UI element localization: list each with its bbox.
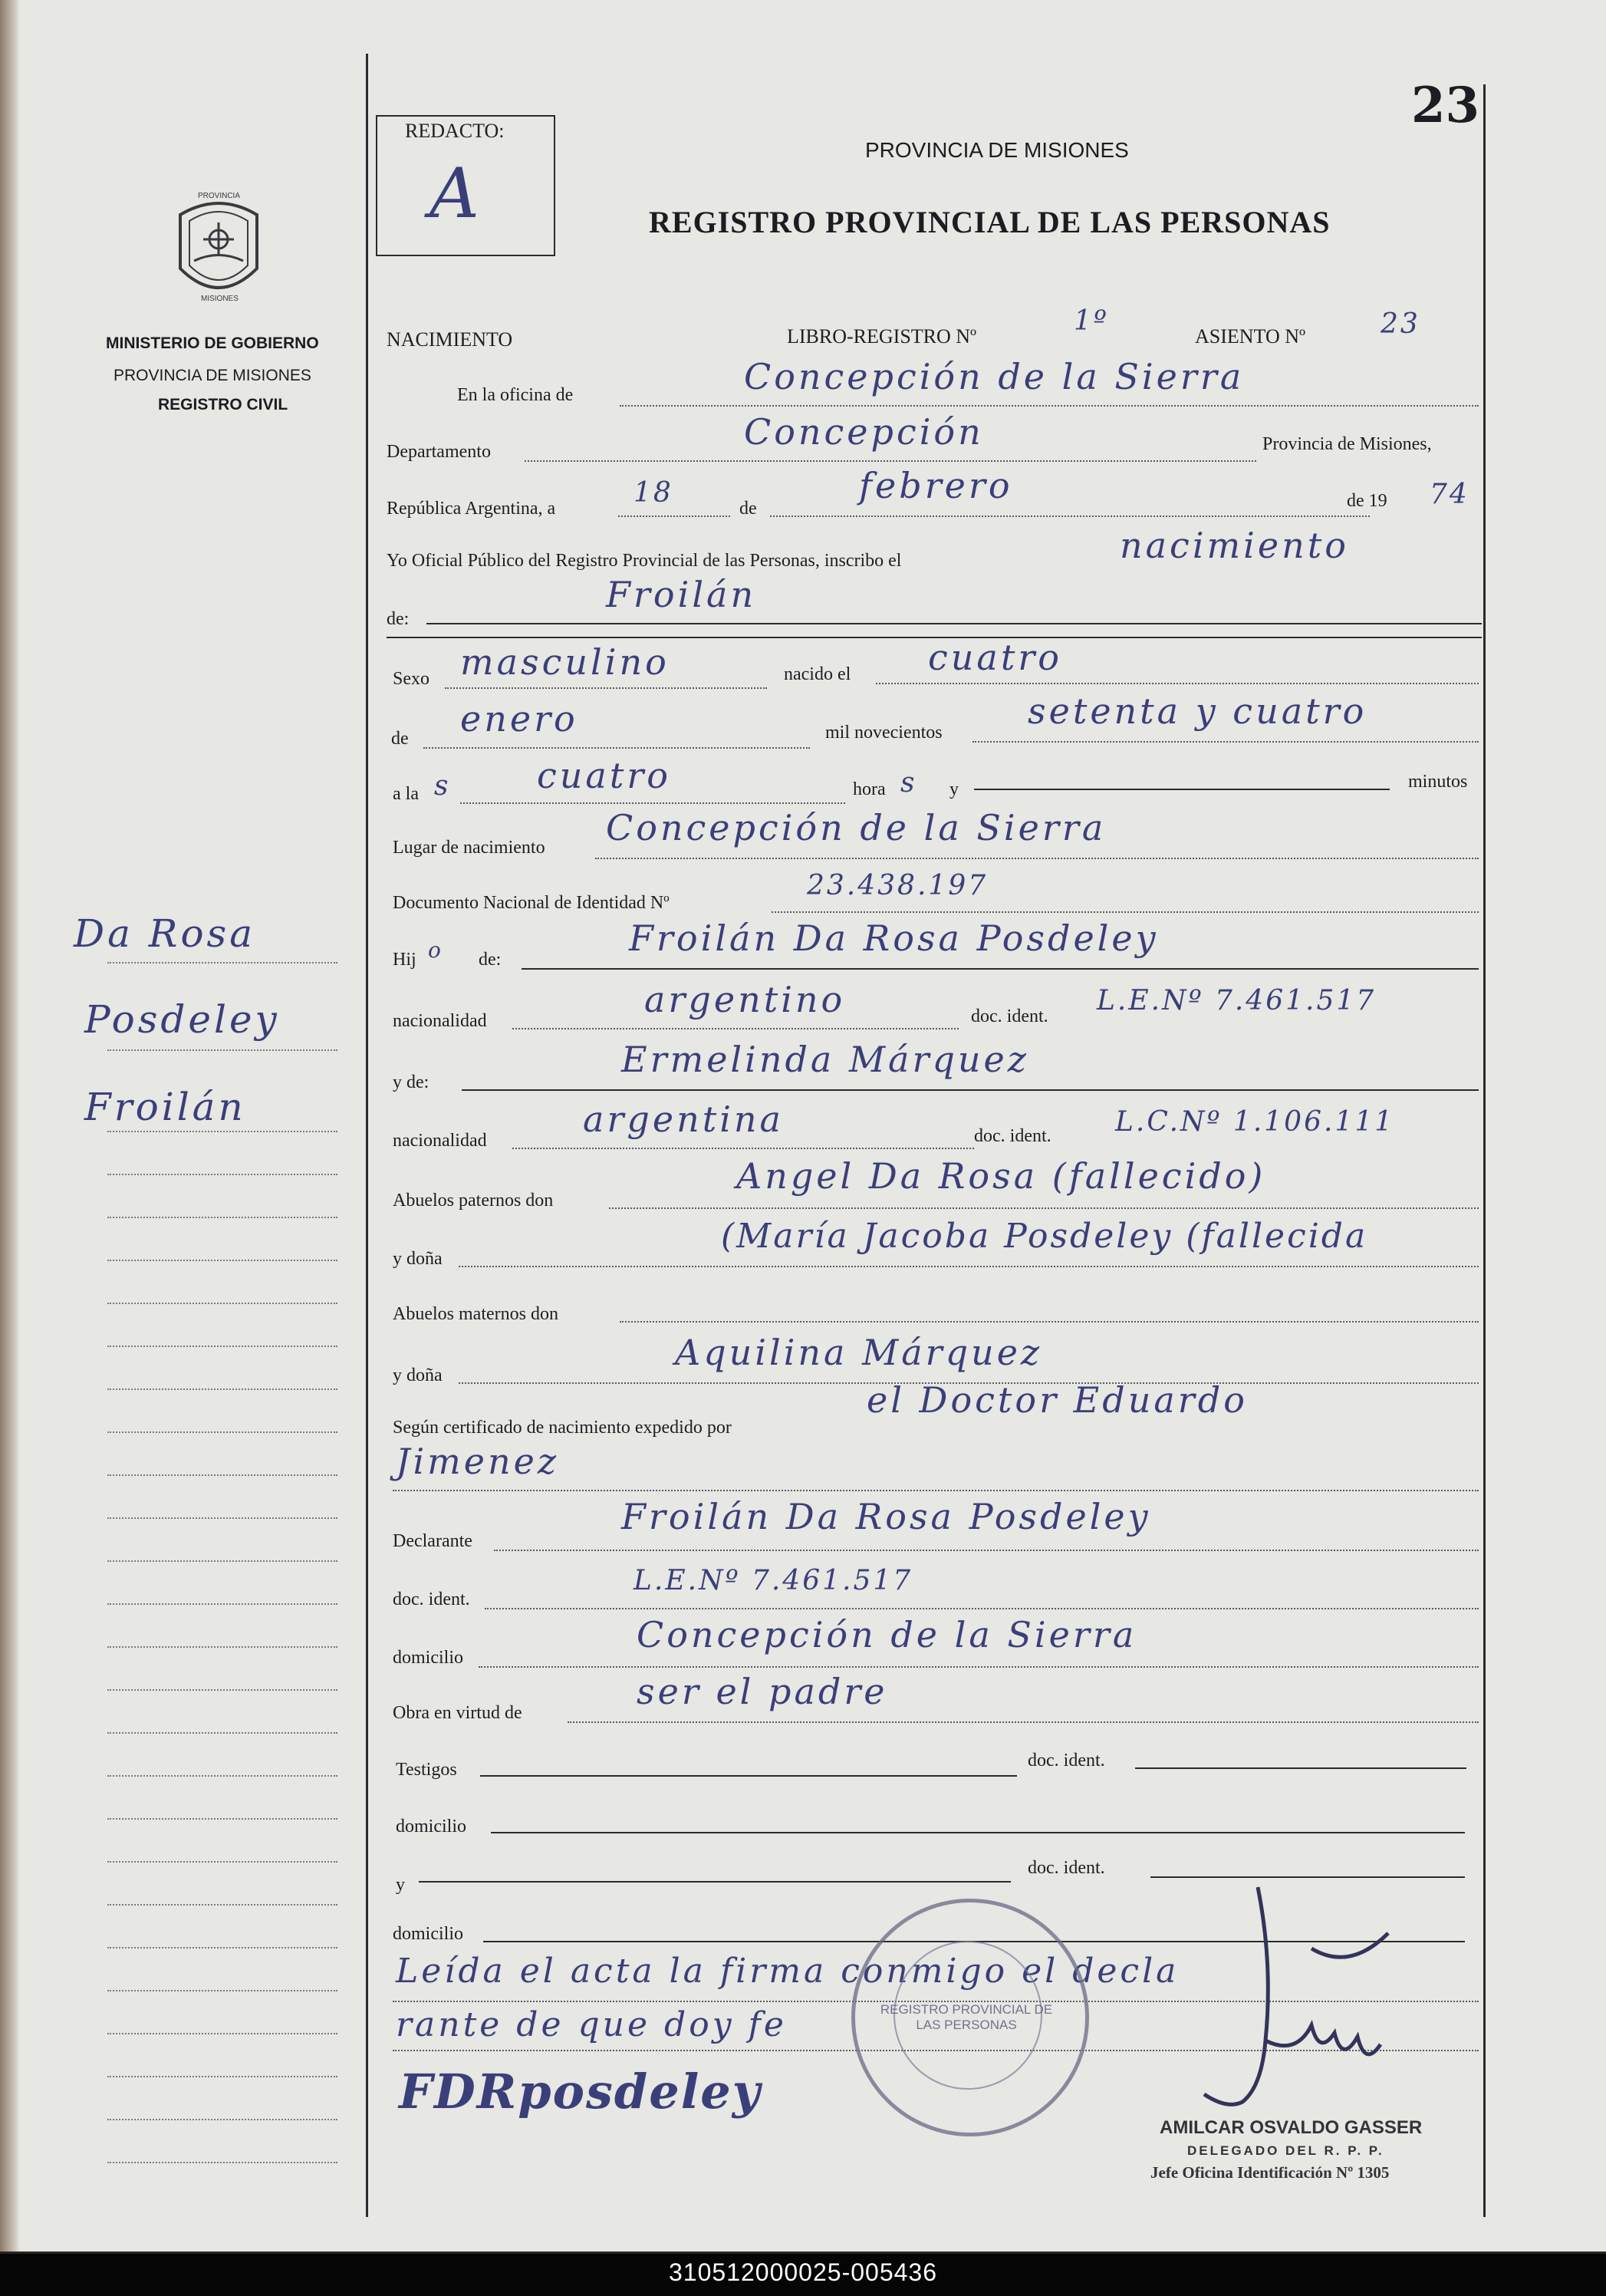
sidebar-province: PROVINCIA DE MISIONES: [114, 367, 311, 384]
libro-value: 1º: [1074, 305, 1109, 337]
madre-line: [462, 1089, 1479, 1091]
margin-rule: [107, 1646, 337, 1648]
margin-rule: [107, 1818, 337, 1820]
margin-rule: [107, 962, 337, 964]
anio-value: 74: [1430, 479, 1469, 510]
certificado-line-2: [393, 1490, 1479, 1491]
sexo-label: Sexo: [393, 669, 429, 689]
domicilio-line: [479, 1666, 1479, 1668]
round-stamp-text: REGISTRO PROVINCIAL DE LAS PERSONAS: [880, 2002, 1053, 2032]
nombre-value: Froilán: [606, 574, 757, 615]
sidebar-ministry: MINISTERIO DE GOBIERNO: [106, 334, 319, 352]
padre-line: [522, 968, 1479, 970]
oficial-value: nacimiento: [1120, 525, 1349, 566]
sexo-value: masculino: [460, 641, 670, 683]
margin-rule: [107, 1560, 337, 1562]
abuela-pat-value: (María Jacoba Posdeley (fallecida: [721, 1217, 1368, 1256]
certificado-value-2: Jimenez: [396, 1441, 560, 1482]
seal-top-text: PROVINCIA: [198, 192, 241, 200]
y-label: y: [949, 779, 959, 799]
domicilio-label: domicilio: [393, 1648, 463, 1668]
hora-value: cuatro: [537, 755, 671, 796]
declarante-line: [494, 1550, 1479, 1551]
margin-rule: [107, 1904, 337, 1906]
dia-value: 18: [634, 477, 673, 509]
doc-decl-value: L.E.Nº 7.461.517: [634, 1565, 913, 1596]
certificado-value: el Doctor Eduardo: [867, 1379, 1248, 1421]
doc-padre-label: doc. ident.: [971, 1006, 1048, 1026]
doc3-label: doc. ident.: [1028, 1858, 1105, 1878]
margin-rule: [107, 1775, 337, 1777]
margin-rule: [107, 1049, 337, 1051]
margin-rule: [107, 1861, 337, 1863]
horas-suffix: s: [900, 767, 917, 799]
nombre-de-label: de:: [387, 609, 410, 629]
sidebar-civil: REGISTRO CIVIL: [158, 396, 288, 413]
nacido-line: [876, 683, 1479, 684]
nac-madre-label: nacionalidad: [393, 1131, 487, 1151]
domicilio-value: Concepción de la Sierra: [637, 1614, 1137, 1655]
nac-madre-line: [512, 1148, 974, 1149]
official-signature: [1158, 1872, 1434, 2125]
margin-rule: [107, 1388, 337, 1390]
lugar-value: Concepción de la Sierra: [606, 807, 1107, 848]
nacido-label: nacido el: [784, 664, 851, 684]
anio-nac-line: [972, 741, 1479, 743]
margin-name-1: Da Rosa: [74, 911, 256, 956]
mes-value: febrero: [859, 465, 1013, 506]
lugar-label: Lugar de nacimiento: [393, 838, 545, 858]
nombre-line: [426, 623, 1482, 624]
republica-label: República Argentina, a: [387, 499, 556, 519]
abuelos-pat-label: Abuelos paternos don: [393, 1191, 554, 1211]
hora-line: [460, 802, 845, 804]
margin-rule: [107, 1474, 337, 1476]
hij-suffix: o: [428, 937, 443, 963]
margin-rule: [107, 2033, 337, 2034]
domicilio2-label: domicilio: [396, 1817, 466, 1836]
doc-decl-line: [485, 1608, 1479, 1609]
declarante-label: Declarante: [393, 1531, 472, 1551]
dni-label: Documento Nacional de Identidad Nº: [393, 893, 670, 913]
margin-name-2: Posdeley: [84, 997, 280, 1042]
nacido-value: cuatro: [928, 637, 1062, 678]
anio-nac-value: setenta y cuatro: [1028, 690, 1367, 732]
doc-decl-label: doc. ident.: [393, 1589, 470, 1609]
margin-rule: [107, 1603, 337, 1605]
margin-rule: [107, 1517, 337, 1519]
oficina-line: [620, 405, 1479, 407]
domicilio2-line: [491, 1832, 1465, 1833]
oficina-value: Concepción de la Sierra: [744, 356, 1245, 397]
dia-line: [618, 516, 730, 517]
certificado-label: Según certificado de nacimiento expedido por: [393, 1418, 732, 1438]
margin-rule: [107, 1260, 337, 1261]
margin-rule: [107, 1303, 337, 1304]
abuelo-pat-line: [609, 1207, 1479, 1209]
testigos-label: Testigos: [396, 1760, 457, 1780]
y2-line: [419, 1881, 1011, 1883]
testigos-line: [480, 1775, 1017, 1777]
official-office: Jefe Oficina Identificación Nº 1305: [1150, 2163, 1390, 2182]
de2-label: de: [391, 729, 409, 749]
anio-prefix: de 19: [1347, 491, 1387, 511]
hij-label: Hij: [393, 950, 416, 970]
minutos-label: minutos: [1408, 772, 1468, 792]
de-label: de: [739, 499, 757, 519]
asiento-value: 23: [1381, 308, 1420, 340]
margin-rule: [107, 1689, 337, 1691]
nac-madre-value: argentina: [583, 1099, 784, 1140]
departamento-label: Departamento: [387, 442, 491, 462]
margin-rule: [107, 1346, 337, 1347]
margin-rule: [107, 1217, 337, 1218]
departamento-value: Concepción: [744, 411, 984, 453]
lugar-line: [595, 858, 1479, 859]
madre-value: Ermelinda Márquez: [621, 1039, 1029, 1080]
margin-rule: [107, 1732, 337, 1734]
obra-line: [568, 1721, 1479, 1723]
asiento-label: ASIENTO Nº: [1195, 325, 1306, 348]
header-province: PROVINCIA DE MISIONES: [865, 138, 1129, 162]
firma-declarante: FDRposdeley: [399, 2064, 762, 2120]
a-la-suffix: s: [434, 770, 451, 802]
y-dona-mat-label: y doña: [393, 1365, 443, 1385]
provincia-suffix: Provincia de Misiones,: [1262, 434, 1432, 454]
a-la-label: a la: [393, 784, 419, 804]
doc-madre-label: doc. ident.: [974, 1126, 1051, 1146]
page-number: 23: [1411, 77, 1480, 134]
obra-label: Obra en virtud de: [393, 1703, 522, 1723]
minutos-line: [974, 789, 1390, 790]
nacimiento-label: NACIMIENTO: [387, 328, 513, 351]
mes-line: [770, 516, 1370, 517]
y-de-label: y de:: [393, 1072, 429, 1092]
nac-padre-line: [512, 1028, 959, 1029]
left-margin-rule: [366, 54, 368, 2217]
horas-label: hora: [853, 779, 886, 799]
domicilio3-label: domicilio: [393, 1924, 463, 1944]
nac-padre-label: nacionalidad: [393, 1011, 487, 1031]
footer-id: 310512000025-005436: [669, 2258, 937, 2286]
official-role: DELEGADO DEL R. P. P.: [1187, 2143, 1384, 2158]
margin-rule: [107, 2076, 337, 2077]
margin-rule: [107, 1990, 337, 1991]
cierre-1: Leída el acta la firma conmigo el decla: [396, 1952, 1180, 1991]
mes-nac-line: [423, 747, 810, 749]
redacto-label: REDACTO:: [405, 120, 505, 142]
abuela-pat-line: [459, 1266, 1479, 1267]
header-registry: REGISTRO PROVINCIAL DE LAS PERSONAS: [649, 205, 1331, 239]
right-margin-rule: [1483, 84, 1486, 2217]
redacto-mark: A: [429, 153, 482, 234]
margin-rule: [107, 1174, 337, 1175]
obra-value: ser el padre: [637, 1671, 888, 1712]
mes-nac-value: enero: [460, 698, 578, 740]
margin-rule: [107, 1131, 337, 1132]
margin-name-3: Froilán: [84, 1085, 246, 1129]
doc-madre-value: L.C.Nº 1.106.111: [1115, 1106, 1395, 1138]
sexo-line: [445, 687, 767, 689]
oficial-text: Yo Oficial Público del Registro Provincial de las Personas, inscribo el: [387, 551, 902, 571]
mil-label: mil novecientos: [825, 723, 943, 743]
padre-value: Froilán Da Rosa Posdeley: [629, 917, 1159, 959]
margin-rule: [107, 1431, 337, 1433]
margin-rule: [107, 2119, 337, 2120]
official-name: AMILCAR OSVALDO GASSER: [1160, 2117, 1423, 2138]
margin-rule: [107, 1947, 337, 1948]
abuela-mat-value: Aquilina Márquez: [675, 1332, 1043, 1373]
cierre-2: rante de que doy fe: [396, 2005, 787, 2044]
libro-label: LIBRO-REGISTRO Nº: [787, 325, 977, 348]
nac-padre-value: argentino: [644, 979, 846, 1020]
testigos-doc-line: [1135, 1767, 1466, 1769]
abuelo-mat-line: [620, 1321, 1479, 1323]
abuelo-pat-value: Angel Da Rosa (fallecido): [736, 1155, 1266, 1197]
oficina-label: En la oficina de: [457, 385, 574, 405]
y2-label: y: [396, 1875, 405, 1895]
dni-value: 23.438.197: [807, 870, 989, 901]
margin-rule: [107, 2162, 337, 2163]
dni-line: [772, 911, 1479, 913]
seal-bottom-text: MISIONES: [201, 295, 239, 303]
y-dona-pat-label: y doña: [393, 1249, 443, 1269]
doc-padre-value: L.E.Nº 7.461.517: [1097, 985, 1377, 1016]
hij-de-label: de:: [479, 950, 502, 970]
page-binding: [0, 0, 20, 2252]
testigos-doc-label: doc. ident.: [1028, 1751, 1105, 1771]
departamento-line: [525, 460, 1256, 462]
declarante-value: Froilán Da Rosa Posdeley: [621, 1496, 1151, 1537]
abuelos-mat-label: Abuelos maternos don: [393, 1304, 558, 1324]
